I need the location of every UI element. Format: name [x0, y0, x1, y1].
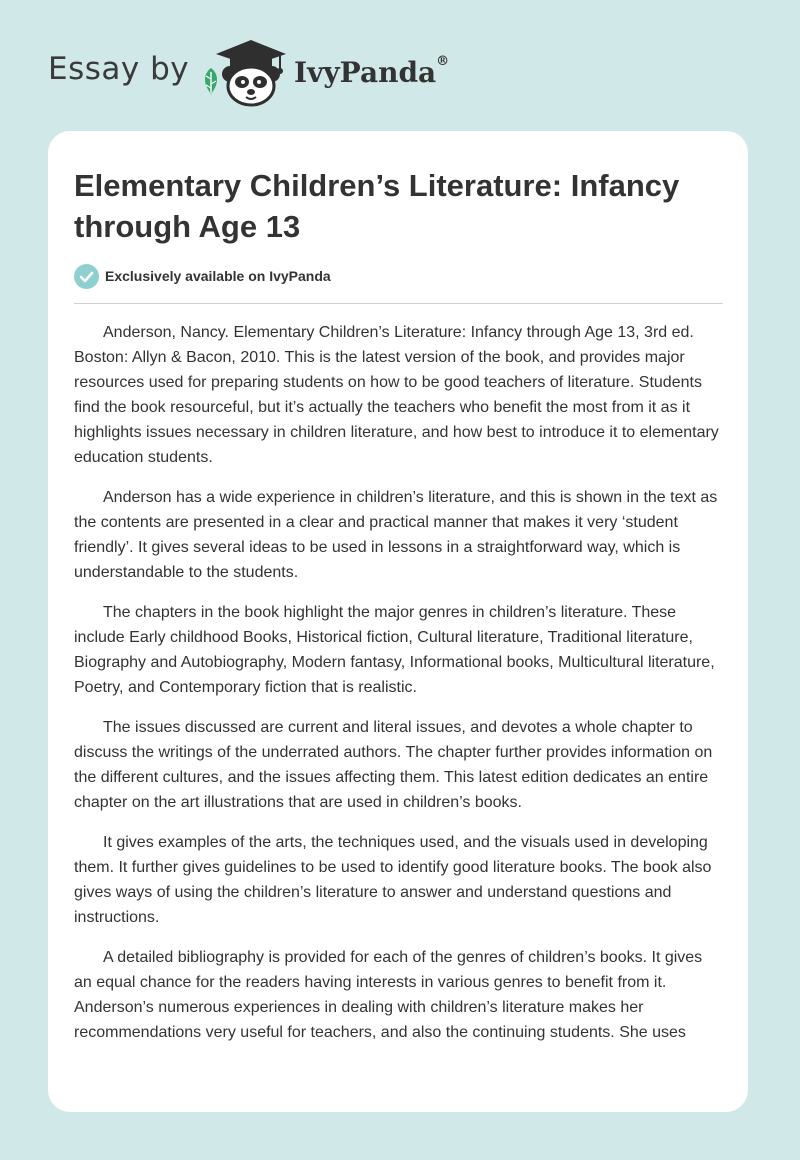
check-circle-icon — [74, 264, 99, 289]
paragraph: Anderson, Nancy. Elementary Children’s Literature: Infancy through Age 13, 3rd ed. Boston: Allyn & Bacon, 2010. This is the latest version of the book, and provides major resources used for preparing students on how to be good teachers of literature. Students find the book resourceful, but it’s actually the teachers who benefit the most from it as it highlights issues necessary in children literature, and how best to introduce it to elementary education students. — [74, 324, 719, 466]
page-title: Elementary Children’s Literature: Infancy through Age 13 — [74, 168, 680, 244]
brand-name: IvyPanda® — [294, 54, 450, 89]
paragraph: A detailed bibliography is provided for each of the genres of children’s books. It gives an equal chance for the readers having interests in various genres to benefit from it. Anderson’s numerous experiences in dealing with children’s literature makes her recommendations very useful for teachers, and also the continuing students. She uses — [74, 949, 703, 1041]
badge-text: Exclusively available on IvyPanda — [105, 268, 331, 284]
panda-logo-icon — [210, 36, 292, 108]
divider — [74, 303, 723, 304]
brand-prefix: Essay by — [48, 51, 190, 87]
paragraph: The chapters in the book highlight the major genres in children’s literature. These include Early childhood Books, Historical fiction, Cultural literature, Traditional literature, Biography and Autobiography, Modern fantasy, Informational books, Multicultural literature, Poetry, and Contemporary fiction that is realistic. — [74, 604, 715, 696]
brand-header[interactable] — [48, 36, 508, 108]
paragraph: The issues discussed are current and literal issues, and devotes a whole chapter to discuss the writings of the underrated authors. The chapter further provides information on the different cultures, and the issues affecting them. This latest edition dedicates an entire chapter on the art illustrations that are used in children’s books. — [74, 719, 713, 811]
registered-mark: ® — [436, 54, 450, 69]
exclusive-badge — [74, 263, 331, 289]
paragraph: Anderson has a wide experience in children’s literature, and this is shown in the text as the contents are presented in a clear and practical manner that makes it very ‘student friendly’. It gives several ideas to be used in lessons in a straightforward way, which is understandable to the students. — [74, 489, 718, 581]
paragraph: It gives examples of the arts, the techniques used, and the visuals used in developing them. It further gives guidelines to be used to identify good literature books. The book also gives ways of using the children’s literature to answer and understand questions and instructions. — [74, 834, 712, 926]
essay-body — [74, 320, 724, 1060]
essay-card — [48, 131, 748, 1112]
